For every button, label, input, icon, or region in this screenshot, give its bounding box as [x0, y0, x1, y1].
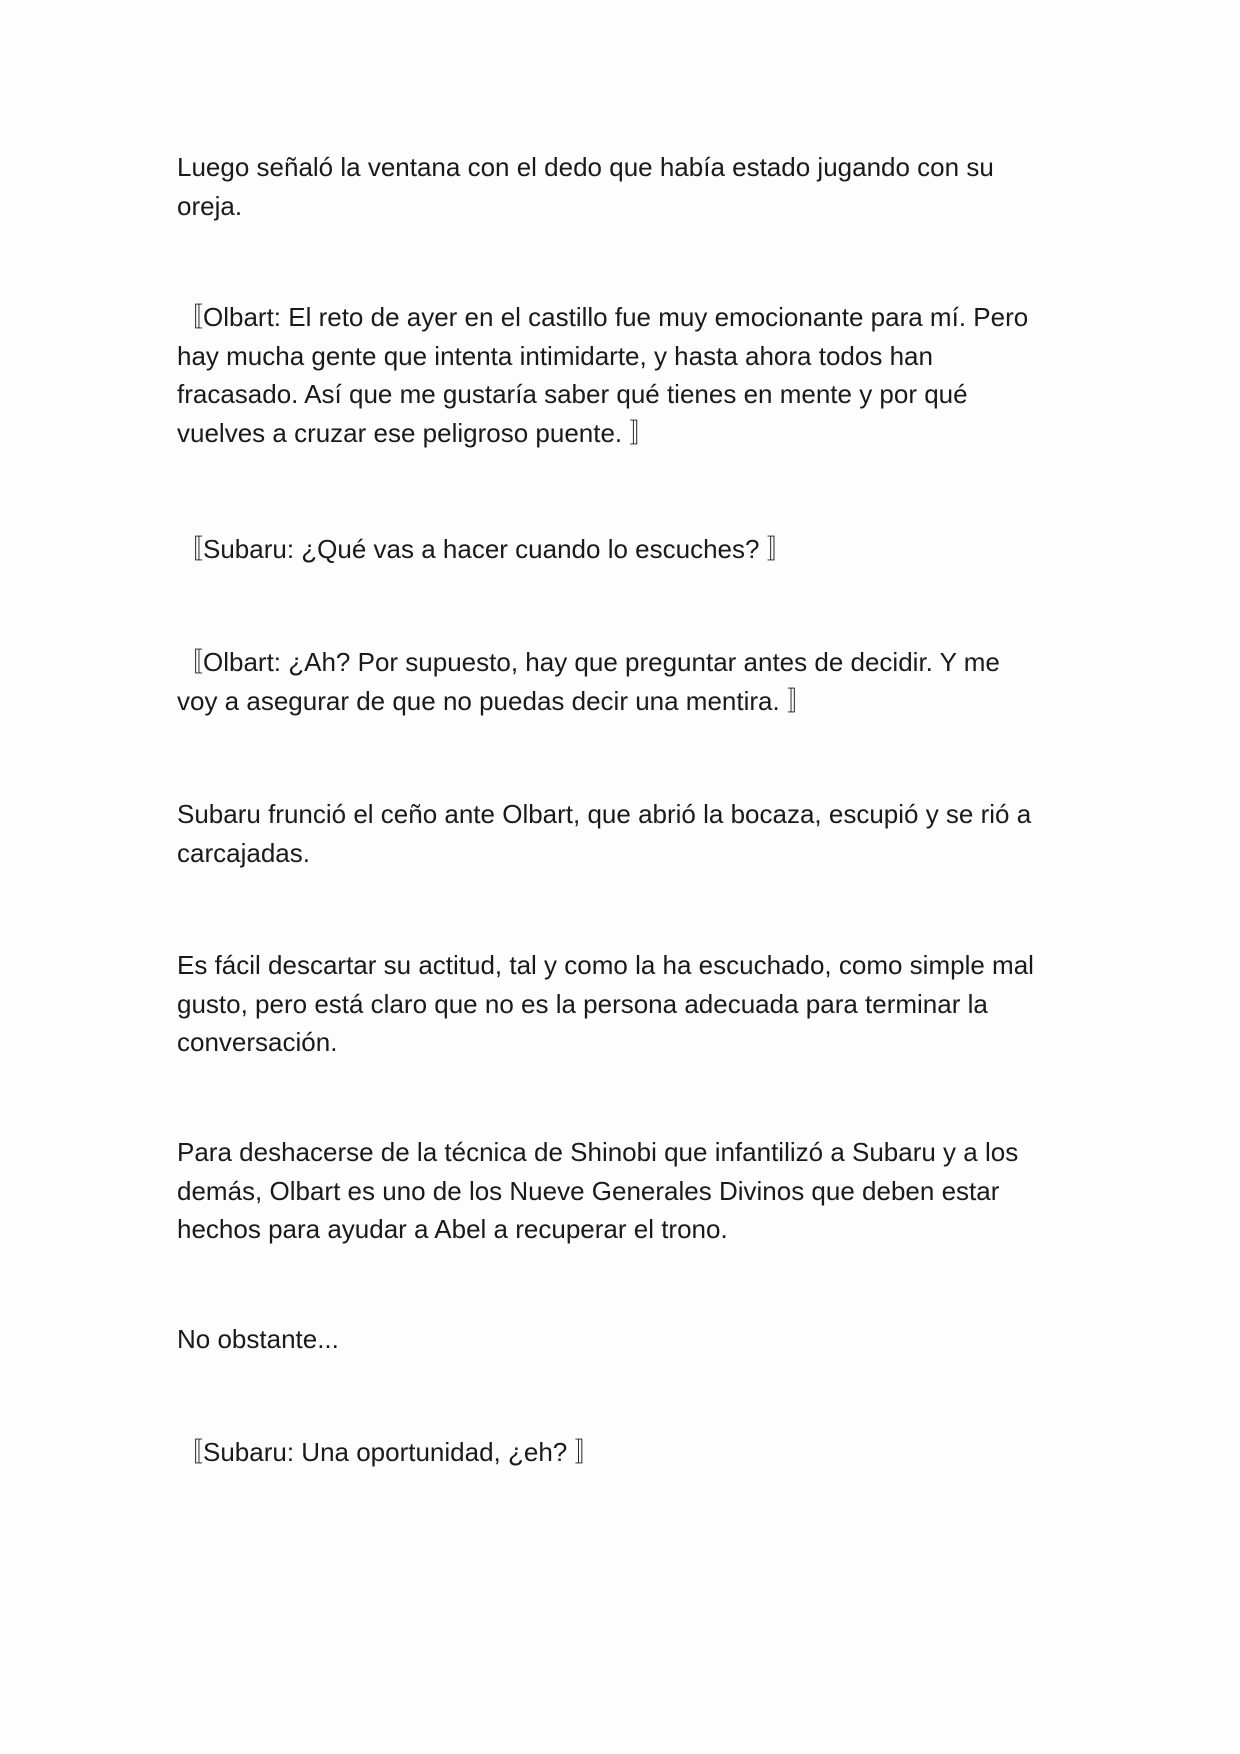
dialogue-olbart: 〚Olbart: ¿Ah? Por supuesto, hay que preguntar antes de decidir. Y me voy a asegurar de que no puedas decir una mentira. 〛 [177, 647, 1000, 716]
narration-paragraph: No obstante... [177, 1324, 339, 1354]
dialogue-subaru: 〚Subaru: Una oportunidad, ¿eh? 〛 [177, 1437, 601, 1467]
dialogue-olbart: 〚Olbart: El reto de ayer en el castillo fue muy emocionante para mí. Pero hay mucha gente que intenta intimidarte, y hasta ahora todos han fracasado. Así que me gustaría saber qué tienes en mente y por qué vuelves a cruzar ese peligroso puente. 〛 [177, 302, 1029, 448]
narration-paragraph: Luego señaló la ventana con el dedo que había estado jugando con su oreja. [177, 152, 994, 221]
narration-paragraph: Subaru frunció el ceño ante Olbart, que abrió la bocaza, escupió y se rió a carcajadas. [177, 799, 1032, 868]
narration-paragraph: Para deshacerse de la técnica de Shinobi que infantilizó a Subaru y a los demás, Olbart es uno de los Nueve Generales Divinos que deben estar hechos para ayudar a Abel a recuperar el trono. [177, 1137, 1019, 1244]
narration-paragraph: Es fácil descartar su actitud, tal y como la ha escuchado, como simple mal gusto, pero está claro que no es la persona adecuada para terminar la conversación. [177, 950, 1034, 1057]
dialogue-subaru: 〚Subaru: ¿Qué vas a hacer cuando lo escuches? 〛 [177, 534, 793, 564]
